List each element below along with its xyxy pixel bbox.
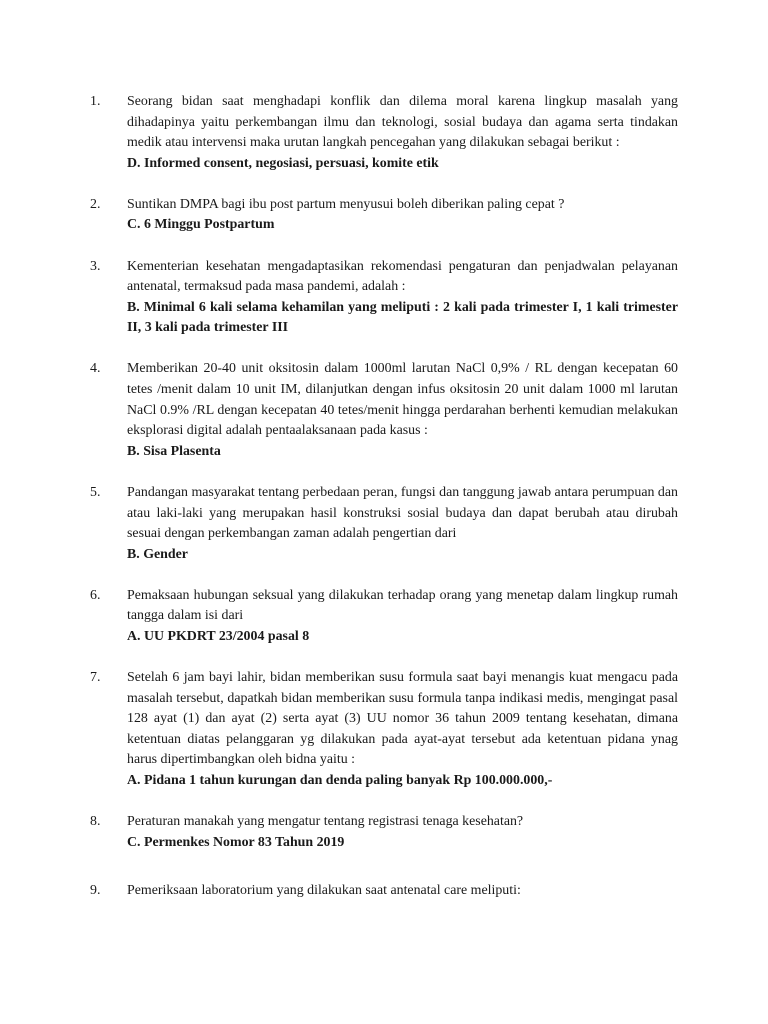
question-item-2	[90, 195, 678, 236]
question-item-5	[90, 483, 678, 565]
question-number: 1.	[90, 94, 101, 109]
question-item-1	[90, 92, 678, 174]
question-body	[127, 92, 678, 174]
answer-text: C. Permenkes Nomor 83 Tahun 2019	[127, 834, 345, 850]
question-text: Peraturan manakah yang mengatur tentang registrasi tenaga kesehatan?	[127, 814, 524, 830]
answer-text: B. Gender	[127, 546, 188, 562]
question-body	[127, 881, 678, 902]
question-text: Memberikan 20-40 unit oksitosin dalam 1000ml larutan NaCl 0,9% / RL dengan kecepatan 60 tetes /menit dalam 10 unit IM, dilanjutkan dengan infus oksitosin 20 unit dalam 1000 ml larutan NaCl 0.9% /RL dengan kecepatan 40 tetes/menit hingga perdarahan berhenti kemudian melakukan eksplorasi digital adalah pentaalaksanaan pada kasus :	[127, 361, 678, 439]
question-body	[127, 586, 678, 648]
question-text: Pandangan masyarakat tentang perbedaan peran, fungsi dan tanggung jawab antara perumpuan dan atau laki-laki yang merupakan hasil konstruksi sosial budaya dan dapat berubah atau dirubah sesuai dengan perkembangan zaman adalah pengertian dari	[127, 484, 678, 542]
question-number: 8.	[90, 814, 101, 830]
answer-text: A. Pidana 1 tahun kurungan dan denda paling banyak Rp 100.000.000,-	[127, 773, 553, 789]
question-text: Pemeriksaan laboratorium yang dilakukan saat antenatal care meliputi:	[127, 883, 521, 899]
answer-text: B. Minimal 6 kali selama kehamilan yang meliputi : 2 kali pada trimester I, 1 kali trimester II, 3 kali pada trimester III	[127, 299, 678, 336]
question-body	[127, 359, 678, 462]
question-body	[127, 195, 678, 236]
question-item-6	[90, 586, 678, 648]
question-number: 2.	[90, 196, 101, 212]
question-number: 4.	[90, 361, 101, 377]
answer-text: C. 6 Minggu Postpartum	[127, 217, 275, 233]
question-body	[127, 668, 678, 792]
question-item-8	[90, 812, 678, 853]
question-item-3	[90, 257, 678, 339]
question-item-9	[90, 881, 678, 902]
question-number: 7.	[90, 670, 101, 686]
question-text: Seorang bidan saat menghadapi konflik dan dilema moral karena lingkup masalah yang dihadapinya yaitu perkembangan ilmu dan teknologi, sosial budaya dan agama serta tindakan medik atau intervensi maka urutan langkah pencegahan yang dilakukan sebagai berikut :	[127, 94, 678, 151]
question-list	[90, 92, 678, 922]
question-item-7	[90, 668, 678, 792]
question-number: 9.	[90, 883, 101, 899]
question-number: 5.	[90, 484, 101, 500]
answer-text: A. UU PKDRT 23/2004 pasal 8	[127, 628, 310, 644]
answer-text: D. Informed consent, negosiasi, persuasi, komite etik	[127, 155, 439, 171]
question-number: 6.	[90, 587, 101, 603]
question-number: 3.	[90, 258, 101, 274]
question-body	[127, 257, 678, 339]
question-item-4	[90, 359, 678, 462]
question-text: Kementerian kesehatan mengadaptasikan rekomendasi pengaturan dan penjadwalan pelayanan antenatal, termaksud pada masa pandemi, adalah :	[127, 258, 678, 295]
question-body	[127, 812, 678, 853]
question-text: Pemaksaan hubungan seksual yang dilakukan terhadap orang yang menetap dalam lingkup rumah tangga dalam isi dari	[127, 587, 678, 624]
question-text: Suntikan DMPA bagi ibu post partum menyusui boleh diberikan paling cepat ?	[127, 196, 565, 212]
answer-text: B. Sisa Plasenta	[127, 443, 221, 459]
question-text: Setelah 6 jam bayi lahir, bidan memberikan susu formula saat bayi menangis kuat mengacu pada masalah tersebut, dapatkah bidan memberikan susu formula tanpa indikasi medis, mengingat pasal 128 ayat (1) dan ayat (2) serta ayat (3) UU nomor 36 tahun 2009 tentang kesehatan, dimana ketentuan diatas pelanggaran yg dilakukan pada ayat-ayat tersebut ada ketentuan pidana ynag harus dipertimbangkan oleh bidna yaitu :	[127, 670, 678, 768]
question-body	[127, 483, 678, 565]
